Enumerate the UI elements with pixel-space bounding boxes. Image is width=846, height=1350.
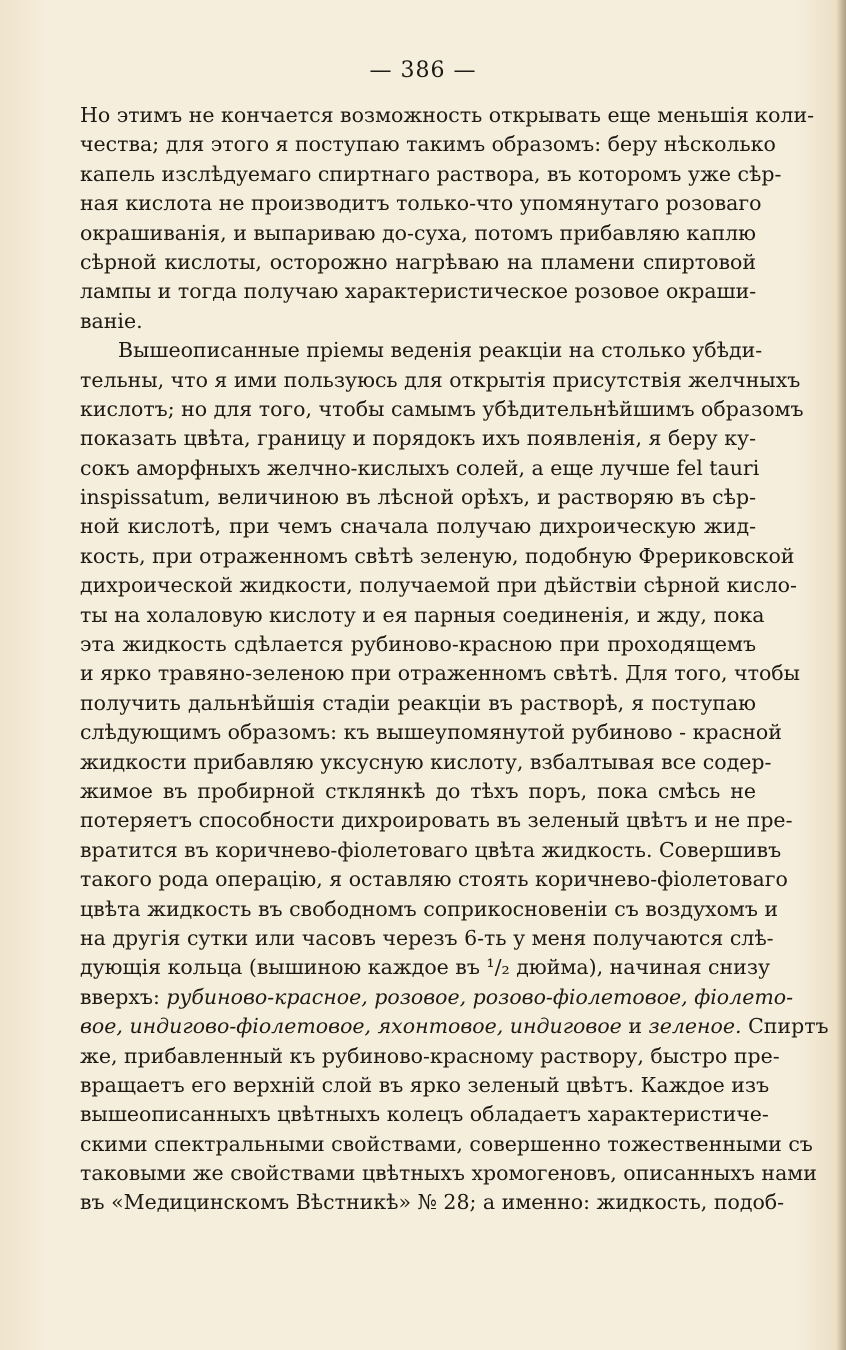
text-line: таковыми же свойствами цвѣтныхъ хромогеновъ, описанныхъ нами bbox=[80, 1161, 817, 1186]
text-line: слѣдующимъ образомъ: къ вышеупомянутой рубиново - красной bbox=[80, 720, 782, 745]
text-line: ваніе. bbox=[80, 308, 143, 333]
text-line: жидкости прибавляю уксусную кислоту, взбалтывая все содер- bbox=[80, 749, 772, 774]
page-number: — 386 — bbox=[369, 58, 477, 83]
text-line: кислотъ; но для того, чтобы самымъ убѣдительнѣйшимъ образомъ bbox=[80, 396, 804, 421]
text-line: потеряетъ способности дихроировать въ зеленый цвѣтъ и не пре- bbox=[80, 808, 793, 833]
text-line: скими спектральными свойствами, совершенно тожественными съ bbox=[80, 1131, 813, 1156]
text-line: ная кислота не производитъ только-что упомянутаго розоваго bbox=[80, 191, 762, 216]
italic-color-names: рубиново-красное, розовое, розово-фіолетовое, фіолето- bbox=[166, 984, 794, 1009]
text-line: сѣрной кислоты, осторожно нагрѣваю на пламени спиртовой bbox=[80, 249, 756, 274]
text-line: жимое въ пробирной стклянкѣ до тѣхъ поръ, пока смѣсь не bbox=[80, 778, 756, 803]
text-run: вверхъ: bbox=[80, 984, 160, 1009]
text-line: вращаетъ его верхній слой въ ярко зеленый цвѣтъ. Каждое изъ bbox=[80, 1072, 770, 1097]
text-line-mixed bbox=[80, 983, 794, 1012]
text-line: получить дальнѣйшія стадіи реакціи въ растворѣ, я поступаю bbox=[80, 690, 756, 715]
text-line: на другія сутки или часовъ черезъ 6-ть у меня получаются слѣ- bbox=[80, 925, 774, 950]
text-line: цвѣта жидкость въ свободномъ соприкосновеніи съ воздухомъ и bbox=[80, 896, 779, 921]
text-line: чества; для этого я поступаю такимъ образомъ: беру нѣсколько bbox=[80, 132, 776, 157]
text-line: вышеописанныхъ цвѣтныхъ колецъ обладаетъ характеристиче- bbox=[80, 1102, 769, 1127]
text-line: же, прибавленный къ рубиново-красному раствору, быстро пре- bbox=[80, 1043, 780, 1068]
italic-color-names: вое, индигово-фіолетовое, яхонтовое, индиговое bbox=[80, 1014, 622, 1039]
text-line-mixed bbox=[80, 1012, 829, 1041]
page-edge-shadow bbox=[836, 0, 846, 1350]
text-line: капель изслѣдуемаго спиртнаго раствора, въ которомъ уже сѣр- bbox=[80, 161, 782, 186]
text-line: вратится въ коричнево-фіолетоваго цвѣта жидкость. Совершивъ bbox=[80, 837, 782, 862]
text-line: показать цвѣта, границу и порядокъ ихъ появленія, я беру ку- bbox=[80, 426, 756, 451]
text-line: Но этимъ не кончается возможность открывать еще меньшія коли- bbox=[80, 103, 815, 127]
text-line: и ярко травяно-зеленою при отраженномъ свѣтѣ. Для того, чтобы bbox=[80, 661, 800, 686]
text-line: ной кислотѣ, при чемъ сначала получаю дихроическую жид- bbox=[80, 514, 756, 539]
text-line: сокъ аморфныхъ желчно-кислыхъ солей, а еще лучше fel tauri bbox=[80, 455, 760, 480]
text-line: въ «Медицинскомъ Вѣстникѣ» № 28; а именно: жидкость, подоб- bbox=[80, 1190, 785, 1215]
text-line: тельны, что я ими пользуюсь для открытія присутствія желчныхъ bbox=[80, 367, 801, 392]
text-line: inspissatum, величиною въ лѣсной орѣхъ, и растворяю въ сѣр- bbox=[80, 485, 756, 510]
paragraph-first-line: Вышеописанные пріемы веденія реакціи на столько убѣди- bbox=[118, 338, 763, 363]
text-line: лампы и тогда получаю характеристическое розовое окраши- bbox=[80, 279, 757, 304]
text-line: ты на холаловую кислоту и ея парныя соединенія, и жду, пока bbox=[80, 602, 765, 627]
text-line: эта жидкость сдѣлается рубиново-красною при проходящемъ bbox=[80, 632, 756, 657]
text-line: дихроической жидкости, получаемой при дѣйствіи сѣрной кисло- bbox=[80, 573, 797, 598]
text-line: дующія кольца (вышиною каждое въ ¹/₂ дюйма), начиная снизу bbox=[80, 955, 771, 980]
text-line: такого рода операцію, я оставляю стоять коричнево-фіолетоваго bbox=[80, 867, 788, 892]
body-text bbox=[80, 101, 829, 1218]
text-line: окрашиванія, и выпариваю до-суха, потомъ прибавляю каплю bbox=[80, 220, 756, 245]
text-run: Спиртъ bbox=[748, 1014, 829, 1039]
italic-color-names: зеленое. bbox=[648, 1014, 742, 1039]
text-run: и bbox=[628, 1014, 643, 1039]
text-line: кость, при отраженномъ свѣтѣ зеленую, подобную Фрериковской bbox=[80, 543, 795, 568]
